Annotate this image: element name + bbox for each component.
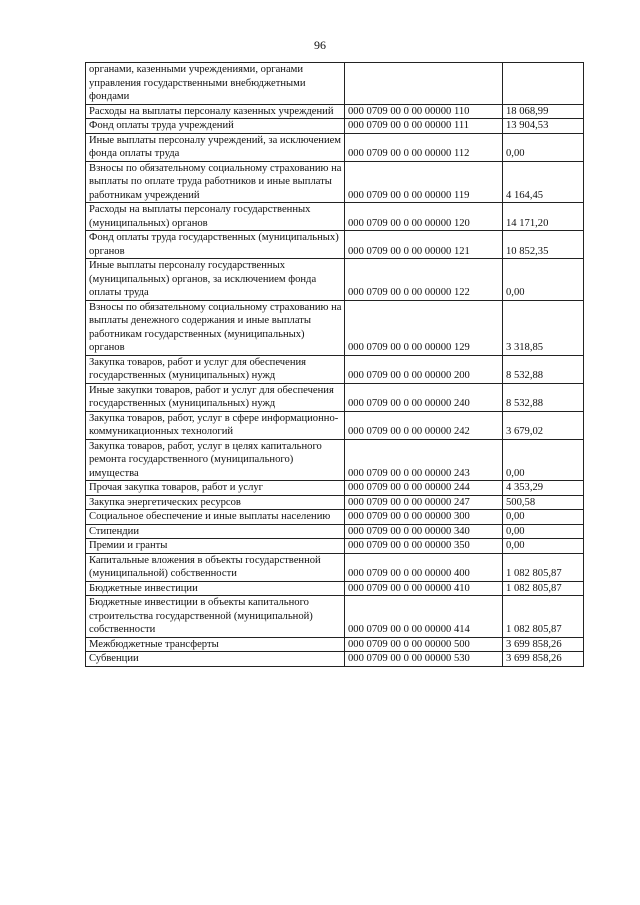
- row-code: 000 0709 00 0 00 00000 340: [345, 524, 503, 539]
- row-amount: 4 164,45: [503, 161, 584, 203]
- row-code: 000 0709 00 0 00 00000 500: [345, 637, 503, 652]
- budget-table: [85, 62, 584, 667]
- row-name: Бюджетные инвестиции в объекты капитального строительства государственной (муниципальной) собственности: [86, 596, 345, 638]
- table-row: [86, 524, 584, 539]
- row-name: Капитальные вложения в объекты государственной (муниципальной) собственности: [86, 553, 345, 581]
- row-code: 000 0709 00 0 00 00000 242: [345, 411, 503, 439]
- table-row: [86, 481, 584, 496]
- row-code: 000 0709 00 0 00 00000 240: [345, 383, 503, 411]
- row-amount: 3 699 858,26: [503, 652, 584, 667]
- row-name: Закупка энергетических ресурсов: [86, 495, 345, 510]
- row-name: Премии и гранты: [86, 539, 345, 554]
- row-name: Стипендии: [86, 524, 345, 539]
- row-code: 000 0709 00 0 00 00000 119: [345, 161, 503, 203]
- row-code: 000 0709 00 0 00 00000 243: [345, 439, 503, 481]
- row-amount: 8 532,88: [503, 355, 584, 383]
- row-amount: 1 082 805,87: [503, 581, 584, 596]
- table-row: [86, 63, 584, 105]
- row-code: 000 0709 00 0 00 00000 121: [345, 231, 503, 259]
- row-name: Взносы по обязательному социальному страхованию на выплаты по оплате труда работников и иные выплаты работникам учреждений: [86, 161, 345, 203]
- table-row: [86, 637, 584, 652]
- table-row: [86, 104, 584, 119]
- table-row: [86, 231, 584, 259]
- row-name: Взносы по обязательному социальному страхованию на выплаты денежного содержания и иные выплаты работникам государственных (муниципальных) органов: [86, 300, 345, 355]
- row-amount: 3 318,85: [503, 300, 584, 355]
- row-name: Фонд оплаты труда государственных (муниципальных) органов: [86, 231, 345, 259]
- row-code: 000 0709 00 0 00 00000 111: [345, 119, 503, 134]
- row-name: Закупка товаров, работ, услуг в сфере информационно-коммуникационных технологий: [86, 411, 345, 439]
- table-row: [86, 495, 584, 510]
- row-amount: 3 699 858,26: [503, 637, 584, 652]
- row-amount: 4 353,29: [503, 481, 584, 496]
- row-name: Субвенции: [86, 652, 345, 667]
- row-amount: 0,00: [503, 539, 584, 554]
- table-row: [86, 203, 584, 231]
- table-row: [86, 355, 584, 383]
- table-row: [86, 652, 584, 667]
- row-name: Расходы на выплаты персоналу государственных (муниципальных) органов: [86, 203, 345, 231]
- table-row: [86, 161, 584, 203]
- row-amount: 0,00: [503, 133, 584, 161]
- row-amount: [503, 63, 584, 105]
- table-row: [86, 411, 584, 439]
- row-code: 000 0709 00 0 00 00000 414: [345, 596, 503, 638]
- row-name: Закупка товаров, работ, услуг в целях капитального ремонта государственного (муниципального) имущества: [86, 439, 345, 481]
- row-code: 000 0709 00 0 00 00000 120: [345, 203, 503, 231]
- row-name: Иные выплаты персоналу учреждений, за исключением фонда оплаты труда: [86, 133, 345, 161]
- row-amount: 14 171,20: [503, 203, 584, 231]
- row-code: 000 0709 00 0 00 00000 200: [345, 355, 503, 383]
- row-amount: 1 082 805,87: [503, 596, 584, 638]
- table-row: [86, 596, 584, 638]
- table-row: [86, 259, 584, 301]
- row-amount: 0,00: [503, 259, 584, 301]
- row-code: 000 0709 00 0 00 00000 300: [345, 510, 503, 525]
- row-name: органами, казенными учреждениями, органами управления государственными внебюджетными фондами: [86, 63, 345, 105]
- row-name: Социальное обеспечение и иные выплаты населению: [86, 510, 345, 525]
- row-amount: 13 904,53: [503, 119, 584, 134]
- row-amount: 0,00: [503, 510, 584, 525]
- row-code: [345, 63, 503, 105]
- row-amount: 3 679,02: [503, 411, 584, 439]
- table-row: [86, 133, 584, 161]
- row-code: 000 0709 00 0 00 00000 410: [345, 581, 503, 596]
- row-name: Закупка товаров, работ и услуг для обеспечения государственных (муниципальных) нужд: [86, 355, 345, 383]
- table-row: [86, 439, 584, 481]
- row-name: Межбюджетные трансферты: [86, 637, 345, 652]
- table-row: [86, 300, 584, 355]
- row-name: Бюджетные инвестиции: [86, 581, 345, 596]
- row-code: 000 0709 00 0 00 00000 400: [345, 553, 503, 581]
- table-row: [86, 510, 584, 525]
- row-code: 000 0709 00 0 00 00000 110: [345, 104, 503, 119]
- row-amount: 10 852,35: [503, 231, 584, 259]
- table-row: [86, 383, 584, 411]
- table-row: [86, 581, 584, 596]
- row-amount: 8 532,88: [503, 383, 584, 411]
- page-number: 96: [314, 38, 326, 52]
- row-name: Прочая закупка товаров, работ и услуг: [86, 481, 345, 496]
- row-code: 000 0709 00 0 00 00000 247: [345, 495, 503, 510]
- row-amount: 18 068,99: [503, 104, 584, 119]
- row-amount: 500,58: [503, 495, 584, 510]
- row-amount: 0,00: [503, 439, 584, 481]
- row-code: 000 0709 00 0 00 00000 350: [345, 539, 503, 554]
- row-name: Иные выплаты персоналу государственных (муниципальных) органов, за исключением фонда оплаты труда: [86, 259, 345, 301]
- row-amount: 1 082 805,87: [503, 553, 584, 581]
- row-code: 000 0709 00 0 00 00000 112: [345, 133, 503, 161]
- row-code: 000 0709 00 0 00 00000 129: [345, 300, 503, 355]
- row-amount: 0,00: [503, 524, 584, 539]
- row-name: Расходы на выплаты персоналу казенных учреждений: [86, 104, 345, 119]
- table-row: [86, 553, 584, 581]
- row-name: Фонд оплаты труда учреждений: [86, 119, 345, 134]
- row-name: Иные закупки товаров, работ и услуг для обеспечения государственных (муниципальных) нужд: [86, 383, 345, 411]
- row-code: 000 0709 00 0 00 00000 244: [345, 481, 503, 496]
- row-code: 000 0709 00 0 00 00000 122: [345, 259, 503, 301]
- row-code: 000 0709 00 0 00 00000 530: [345, 652, 503, 667]
- table-row: [86, 119, 584, 134]
- table-row: [86, 539, 584, 554]
